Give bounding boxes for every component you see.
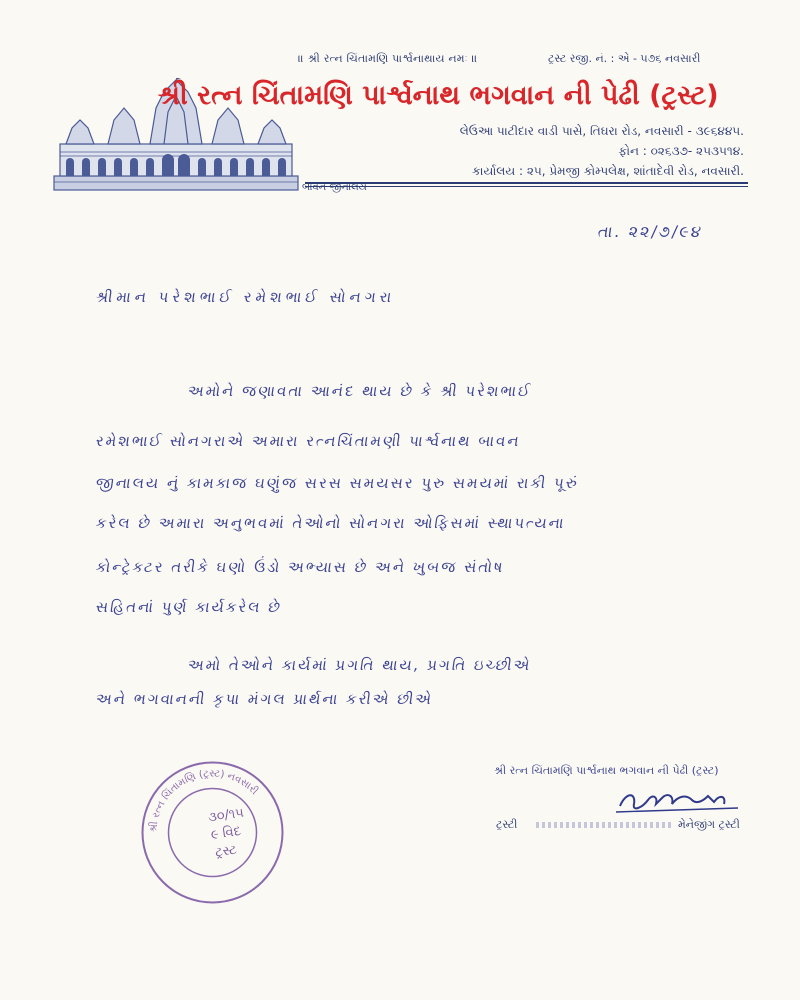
letter-line: અમોને જણાવતા આનંદ થાય છે કે શ્રી પરેશભાઈ bbox=[186, 382, 534, 400]
office-line: કાર્યાલય : ૨૫, પ્રેમજી કોમ્પલેક્ષ, શાંતાદેવી રોડ, નવસારી. bbox=[472, 164, 744, 178]
phone-line: ફોન : ૦૨૬૩૭- ૨૫૩૫૧૪. bbox=[618, 144, 744, 158]
stamp-ring-text: શ્રી રત્ન ચિંતામણિ (ટ્રસ્ટ) નવસારી bbox=[148, 768, 260, 833]
trust-registration: ટ્રસ્ટ રજી. નં. : એ - ૫૭૬ નવસારી bbox=[548, 52, 701, 65]
handwritten-signature bbox=[612, 782, 742, 816]
temple-caption: બાવન જીનાલય bbox=[302, 182, 367, 193]
stamp-center-text: ટ્રસ્ટ bbox=[214, 842, 238, 861]
letter-line: સહિતનાં પુર્ણ કાર્યકરેલ છે bbox=[94, 598, 284, 616]
letter-line: રમેશભાઈ સોનગરાએ અમારા રત્નચિંતામણી પાર્શ્વનાથ બાવન bbox=[94, 432, 522, 450]
salutation: શ્રીમાન પરેશભાઈ રમેશભાઈ સોનગરા bbox=[94, 288, 397, 306]
stamp-center-text: ૯ વિદ bbox=[210, 823, 242, 844]
trustee-label: ટ્રસ્ટી bbox=[496, 818, 518, 831]
managing-trustee-label: મેનેજીંગ ટ્રસ્ટી bbox=[678, 818, 740, 831]
letter-line: અને ભગવાનની કૃપા મંગલ પ્રાર્થના કરીએ છીએ bbox=[94, 690, 435, 708]
letterhead-divider bbox=[305, 182, 748, 184]
signature-line bbox=[536, 822, 672, 828]
stamp-center-text: ૩૦/૧૫ bbox=[207, 805, 245, 826]
letterhead-divider-thin bbox=[305, 186, 748, 187]
letter-line: અમો તેઓને કાર્યમાં પ્રગતિ થાય, પ્રગતિ ઇચ્છીએ bbox=[186, 656, 533, 674]
letter-line: કોન્ટ્રેક્ટર તરીકે ઘણો ઉંડો અભ્યાસ છે અને ખુબજ સંતોષ bbox=[94, 558, 506, 576]
letter-date: તા. ૨૨/૭/૯૪ bbox=[596, 222, 705, 241]
letter-line: જીનાલય નું કામકાજ ઘણુંજ સરસ સમયસર પુરુ સમયમાં રાકી પૂરું bbox=[94, 474, 581, 492]
address-line: લેઉઆ પાટીદાર વાડી પાસે, તિઘરા રોડ, નવસારી - ૩૯૬૪૪૫. bbox=[459, 124, 744, 138]
mantra-line: ॥ શ્રી રત્ન ચિંતામણિ પાર્શ્વનાથાય નમઃ ॥ bbox=[298, 52, 478, 65]
signature-organization: શ્રી રત્ન ચિંતામણિ પાર્શ્વનાથ ભગવાન ની પેઢી (ટ્રસ્ટ) bbox=[494, 764, 719, 777]
letter-line: કરેલ છે અમારા અનુભવમાં તેઓનો સોનગરા ઓફિસમાં સ્થાપત્યના bbox=[94, 514, 567, 532]
organization-title: શ્રી રત્ન ચિંતામણિ પાર્શ્વનાથ ભગવાન ની પેઢી (ટ્રસ્ટ) bbox=[158, 80, 719, 111]
